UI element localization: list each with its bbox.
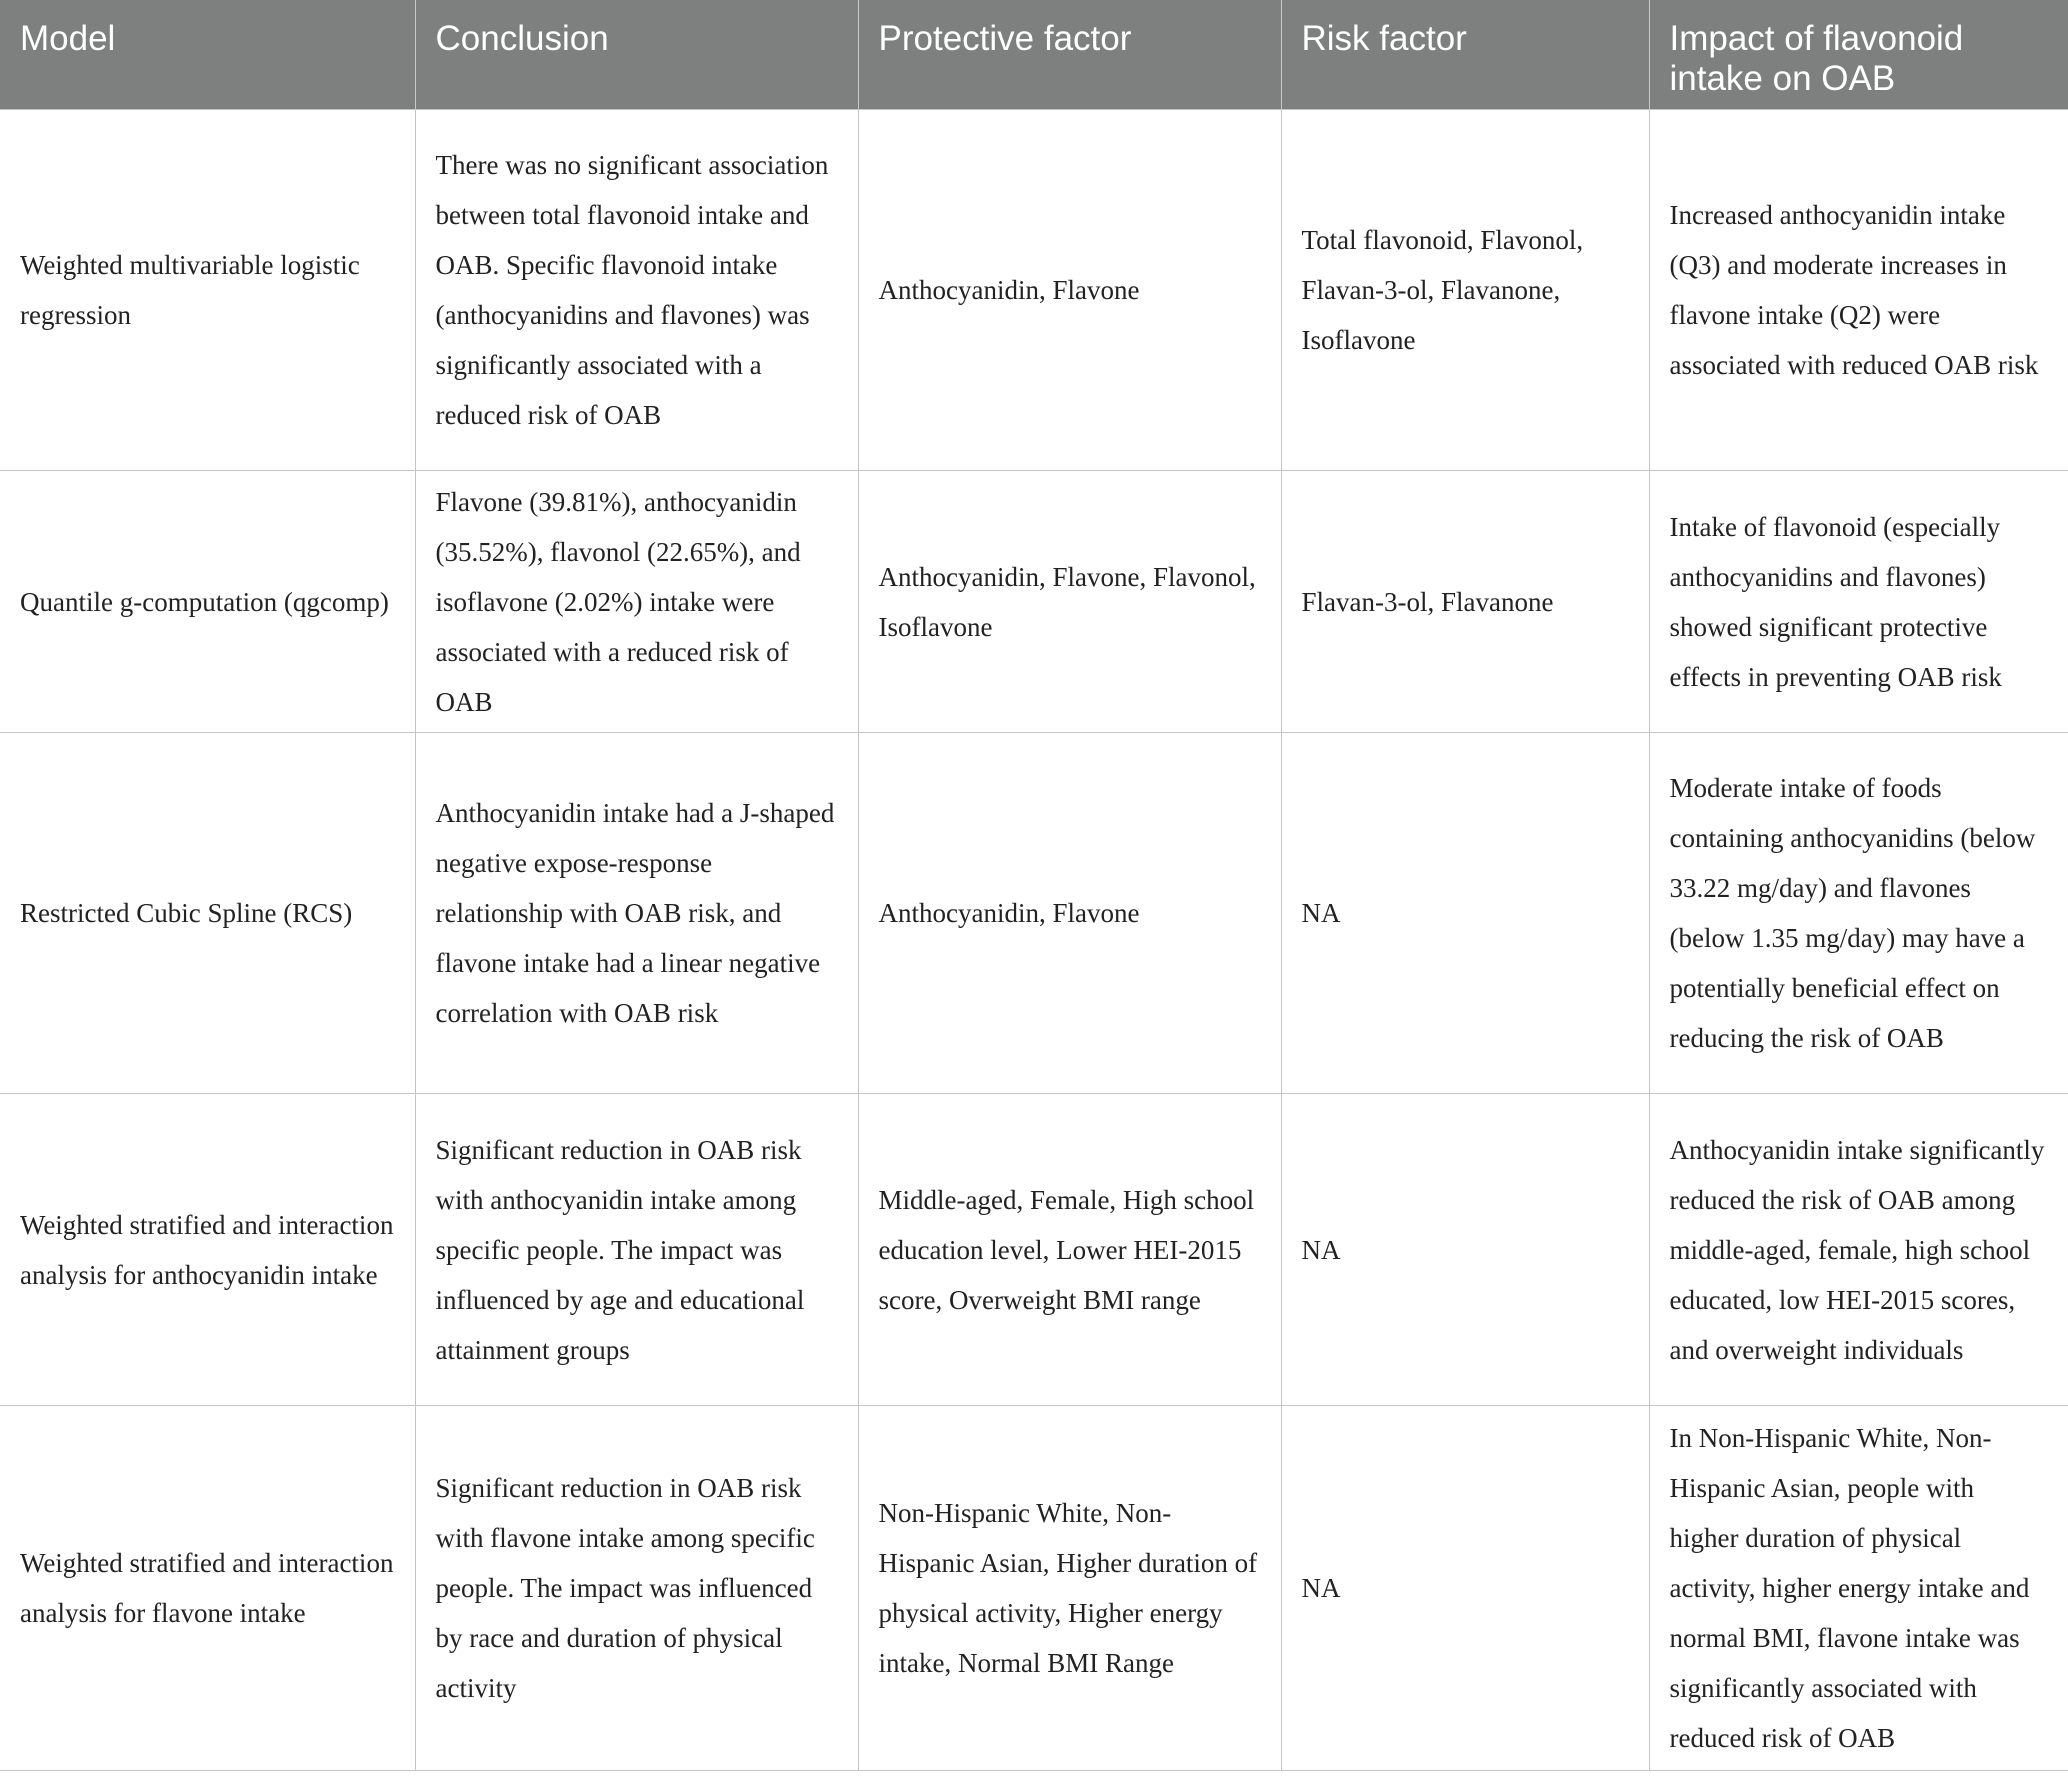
cell-model: Weighted stratified and interaction analysis for flavone intake: [0, 1406, 415, 1771]
table-body: [0, 110, 2068, 1771]
cell-model: Weighted multivariable logistic regression: [0, 110, 415, 471]
table-header: [0, 0, 2068, 110]
cell-protective-factor: Anthocyanidin, Flavone: [858, 733, 1281, 1094]
table-row: [0, 733, 2068, 1094]
header-protective-factor: Protective factor: [858, 0, 1281, 110]
cell-protective-factor: Anthocyanidin, Flavone, Flavonol, Isoflavone: [858, 471, 1281, 733]
header-model: Model: [0, 0, 415, 110]
table-row: [0, 110, 2068, 471]
cell-protective-factor: Middle-aged, Female, High school education level, Lower HEI-2015 score, Overweight BMI range: [858, 1094, 1281, 1406]
cell-risk-factor: NA: [1281, 1406, 1649, 1771]
cell-protective-factor: Non-Hispanic White, Non-Hispanic Asian, Higher duration of physical activity, Higher energy intake, Normal BMI Range: [858, 1406, 1281, 1771]
cell-impact: Intake of flavonoid (especially anthocyanidins and flavones) showed significant protective effects in preventing OAB risk: [1649, 471, 2068, 733]
cell-model: Weighted stratified and interaction analysis for anthocyanidin intake: [0, 1094, 415, 1406]
header-impact: Impact of flavonoid intake on OAB: [1649, 0, 2068, 110]
cell-impact: Increased anthocyanidin intake (Q3) and moderate increases in flavone intake (Q2) were associated with reduced OAB risk: [1649, 110, 2068, 471]
table-row: [0, 1406, 2068, 1771]
cell-impact: Moderate intake of foods containing anthocyanidins (below 33.22 mg/day) and flavones (below 1.35 mg/day) may have a potentially beneficial effect on reducing the risk of OAB: [1649, 733, 2068, 1094]
cell-impact: Anthocyanidin intake significantly reduced the risk of OAB among middle-aged, female, high school educated, low HEI-2015 scores, and overweight individuals: [1649, 1094, 2068, 1406]
table-row: [0, 471, 2068, 733]
table-row: [0, 1094, 2068, 1406]
cell-conclusion: Significant reduction in OAB risk with flavone intake among specific people. The impact was influenced by race and duration of physical activity: [415, 1406, 858, 1771]
cell-risk-factor: Total flavonoid, Flavonol, Flavan-3-ol, Flavanone, Isoflavone: [1281, 110, 1649, 471]
header-row: [0, 0, 2068, 110]
cell-model: Restricted Cubic Spline (RCS): [0, 733, 415, 1094]
cell-conclusion: Flavone (39.81%), anthocyanidin (35.52%), flavonol (22.65%), and isoflavone (2.02%) intake were associated with a reduced risk of OAB: [415, 471, 858, 733]
cell-conclusion: Significant reduction in OAB risk with anthocyanidin intake among specific people. The impact was influenced by age and educational attainment groups: [415, 1094, 858, 1406]
cell-protective-factor: Anthocyanidin, Flavone: [858, 110, 1281, 471]
cell-risk-factor: NA: [1281, 733, 1649, 1094]
cell-conclusion: There was no significant association between total flavonoid intake and OAB. Specific flavonoid intake (anthocyanidins and flavones) was significantly associated with a reduced risk of OAB: [415, 110, 858, 471]
cell-impact: In Non-Hispanic White, Non-Hispanic Asian, people with higher duration of physical activity, higher energy intake and normal BMI, flavone intake was significantly associated with reduced risk of OAB: [1649, 1406, 2068, 1771]
cell-model: Quantile g-computation (qgcomp): [0, 471, 415, 733]
cell-risk-factor: NA: [1281, 1094, 1649, 1406]
header-conclusion: Conclusion: [415, 0, 858, 110]
header-risk-factor: Risk factor: [1281, 0, 1649, 110]
cell-risk-factor: Flavan-3-ol, Flavanone: [1281, 471, 1649, 733]
cell-conclusion: Anthocyanidin intake had a J-shaped negative expose-response relationship with OAB risk, and flavone intake had a linear negative correlation with OAB risk: [415, 733, 858, 1094]
